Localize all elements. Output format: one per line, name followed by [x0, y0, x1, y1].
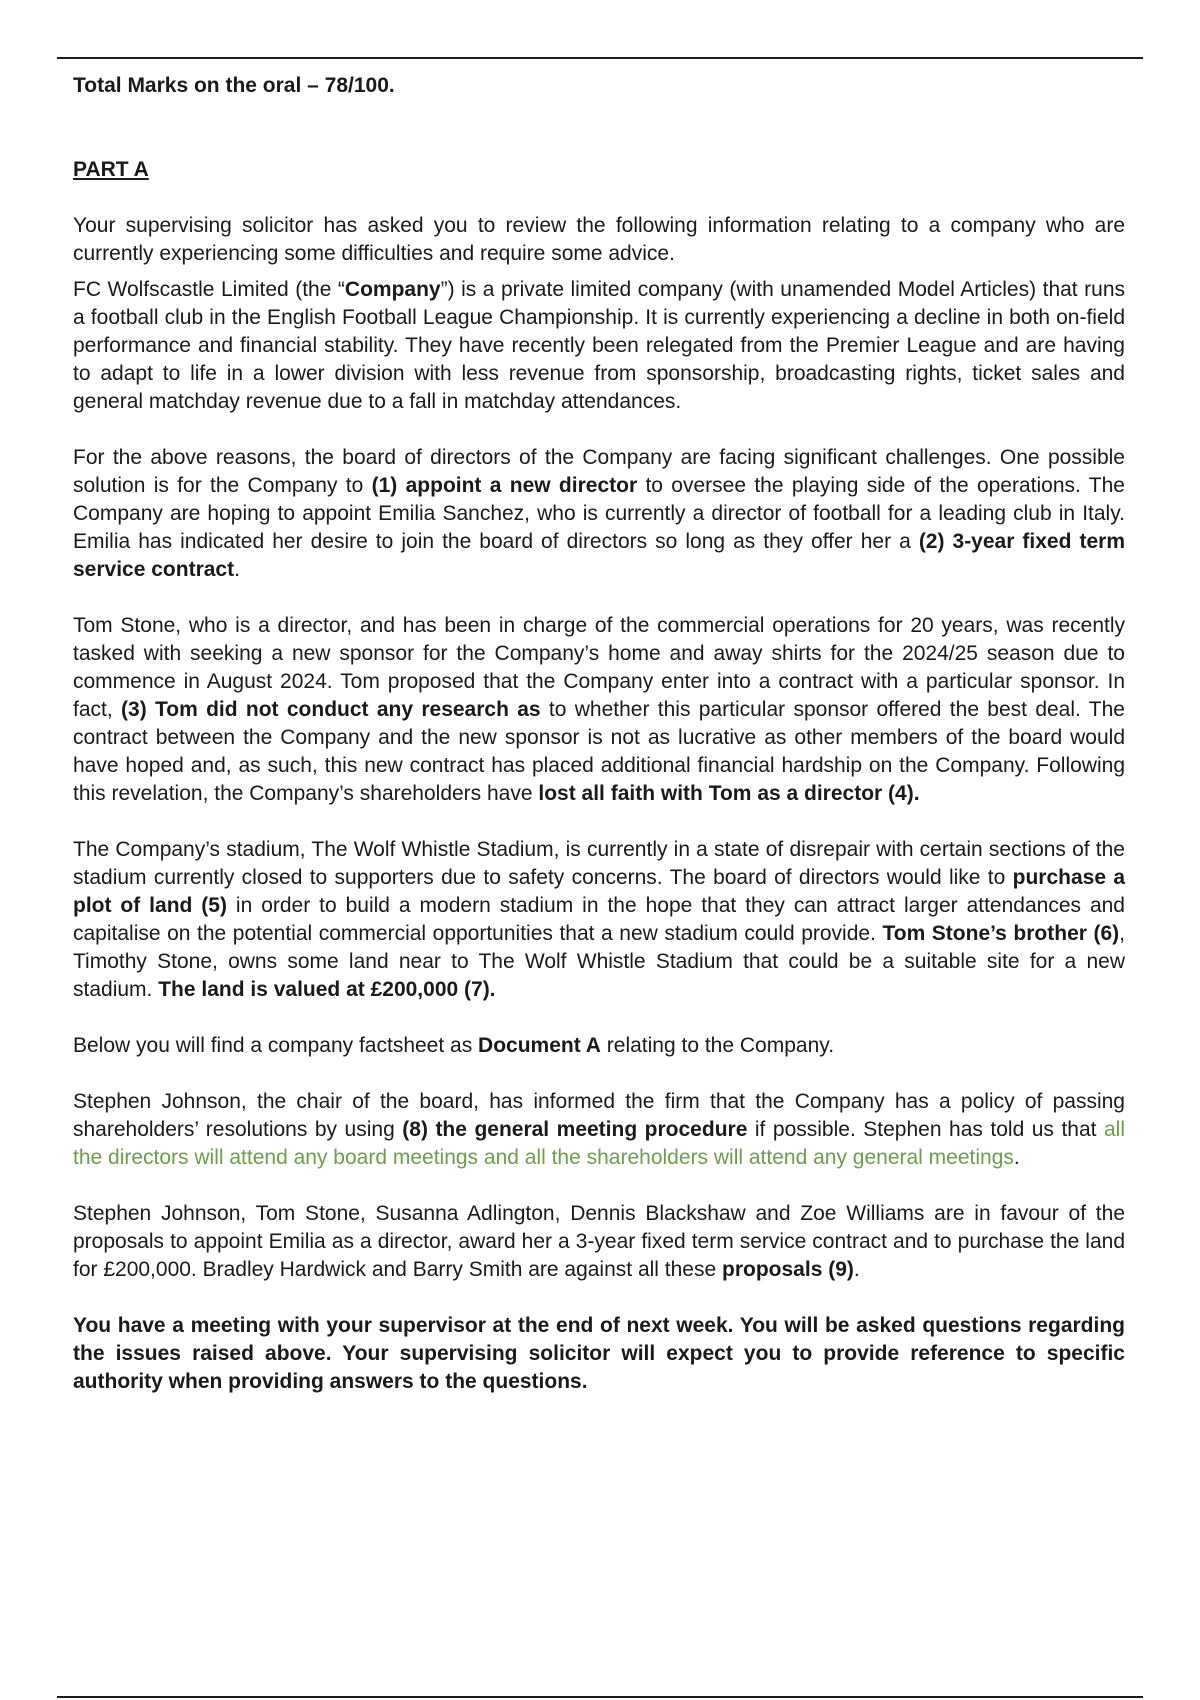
stadium-paragraph: The Company’s stadium, The Wolf Whistle Stadium, is currently in a state of disrepair with certain sections of the stadium currently closed to supporters due to safety concerns. The board of directors would like to purchase a plot of land (5) in order to build a modern stadium in the hope that they can attract larger attendances and capitalise on the potential commercial opportunities that a new stadium could provide. Tom Stone’s brother (6), Timothy Stone, owns some land near to The Wolf Whistle Stadium that could be a suitable site for a new stadium. The land is valued at £200,000 (7). — [73, 838, 1125, 1001]
intro-paragraph: Your supervising solicitor has asked you to review the following information relating to a company who are currently experiencing some difficulties and require some advice. — [73, 214, 1125, 265]
tom-stone-paragraph: Tom Stone, who is a director, and has been in charge of the commercial operations for 20 years, was recently tasked with seeking a new sponsor for the Company’s home and away shirts for the 2024/25 season due to commence in August 2024. Tom proposed that the Company enter into a contract with a particular sponsor. In fact, (3) Tom did not conduct any research as to whether this particular sponsor offered the best deal. The contract between the Company and the new sponsor is not as lucrative as other members of the board would have hoped and, as such, this new contract has placed additional financial hardship on the Company. Following this revelation, the Company’s shareholders have lost all faith with Tom as a director (4). — [73, 614, 1125, 805]
top-rule — [57, 57, 1143, 59]
bottom-rule — [57, 1696, 1143, 1698]
instructions-paragraph: You have a meeting with your supervisor at the end of next week. You will be asked questions regarding the issues raised above. Your supervising solicitor will expect you to provide reference to specific authority when providing answers to the questions. — [73, 1314, 1125, 1393]
factsheet-paragraph: Below you will find a company factsheet as Document A relating to the Company. — [73, 1034, 835, 1057]
general-meeting-paragraph: Stephen Johnson, the chair of the board, has informed the firm that the Company has a policy of passing shareholders’ resolutions by using (8) the general meeting procedure if possible. Stephen has told us that all the directors will attend any board meetings and all the shareholders will attend any general meetings. — [73, 1090, 1125, 1169]
total-marks: Total Marks on the oral – 78/100. — [73, 74, 395, 97]
board-challenges-paragraph: For the above reasons, the board of directors of the Company are facing significant challenges. One possible solution is for the Company to (1) appoint a new director to oversee the playing side of the operations. The Company are hoping to appoint Emilia Sanchez, who is currently a director of football for a leading club in Italy. Emilia has indicated her desire to join the board of directors so long as they offer her a (2) 3-year fixed term service contract. — [73, 446, 1125, 581]
document-body — [73, 72, 1125, 1396]
part-title: PART A — [73, 158, 149, 181]
company-paragraph: FC Wolfscastle Limited (the “Company”) is a private limited company (with unamended Model Articles) that runs a football club in the English Football League Championship. It is currently experiencing a decline in both on-field performance and financial stability. They have recently been relegated from the Premier League and are having to adapt to life in a lower division with less revenue from sponsorship, broadcasting rights, ticket sales and general matchday revenue due to a fall in matchday attendances. — [73, 278, 1126, 413]
highlighted-note: all the directors will attend any board meetings and all the shareholders will attend any general meetings — [73, 1118, 1125, 1169]
voting-paragraph: Stephen Johnson, Tom Stone, Susanna Adlington, Dennis Blackshaw and Zoe Williams are in favour of the proposals to appoint Emilia as a director, award her a 3-year fixed term service contract and to purchase the land for £200,000. Bradley Hardwick and Barry Smith are against all these proposals (9). — [73, 1202, 1125, 1281]
